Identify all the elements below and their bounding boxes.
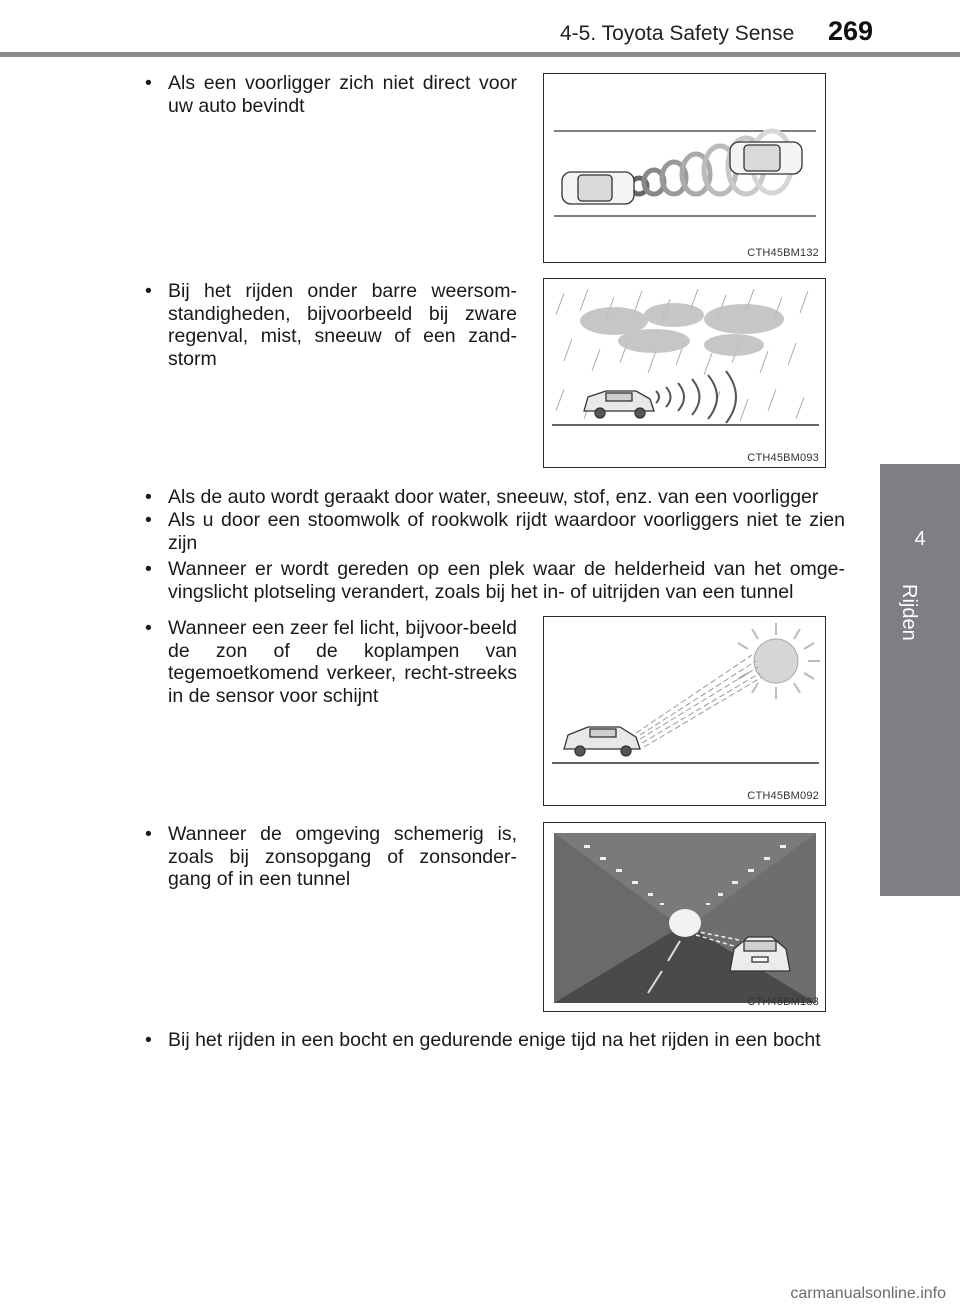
list-item (145, 72, 517, 117)
chapter-number: 4 (914, 528, 926, 550)
bullet-marker: • (145, 823, 152, 845)
chapter-tab (880, 464, 960, 896)
list-item (145, 617, 517, 707)
list-item (145, 509, 845, 554)
list-item (145, 280, 517, 370)
header-rule (0, 52, 960, 57)
watermark: carmanualsonline.info (790, 1285, 946, 1302)
list-item-text: Als een voorligger zich niet direct voor uw auto bevindt (168, 72, 517, 117)
bullet-marker: • (145, 1029, 152, 1051)
bullet-marker: • (145, 280, 152, 302)
page-number: 269 (828, 16, 874, 46)
bullet-marker: • (145, 509, 152, 531)
illustration-radar-bad-weather (543, 278, 826, 468)
figure-code: CTH45BM092 (747, 790, 819, 802)
list-item (145, 1029, 845, 1052)
section-title: 4-5. Toyota Safety Sense (560, 22, 795, 45)
list-item-text: Bij het rijden onder barre weersom-standigheden, bijvoorbeeld bij zware regenval, mist, sneeuw of een zand-storm (168, 280, 517, 370)
list-item-text: Wanneer de omgeving schemerig is, zoals bij zonsopgang of zonsonder-gang of in een tunnel (168, 823, 517, 890)
chapter-label: Rijden (898, 584, 920, 641)
figure-code: CTH45BM093 (747, 452, 819, 464)
list-item-text: Bij het rijden in een bocht en gedurende enige tijd na het rijden in een bocht (168, 1029, 821, 1051)
list-item-text: Wanneer er wordt gereden op een plek waar de helderheid van het omge-vingslicht plotseling verandert, zoals bij het in- of uitrijden van een tunnel (168, 558, 845, 603)
illustration-sun-glare (543, 616, 826, 806)
bullet-marker: • (145, 558, 152, 580)
bullet-marker: • (145, 486, 152, 508)
figure-code: CTH45BM132 (747, 247, 819, 259)
list-item (145, 558, 845, 603)
figure-code: CTH45BM133 (747, 996, 819, 1008)
list-item (145, 823, 517, 891)
list-item-text: Als u door een stoomwolk of rookwolk rijdt waardoor voorliggers niet te zien zijn (168, 509, 845, 554)
illustration-tunnel (543, 822, 826, 1012)
illustration-radar-offset-vehicle (543, 73, 826, 263)
list-item-text: Wanneer een zeer fel licht, bijvoor-beeld de zon of de koplampen van tegemoetkomend verkeer, recht-streeks in de sensor voor schijnt (168, 617, 517, 707)
list-item (145, 486, 845, 509)
bullet-marker: • (145, 72, 152, 94)
list-item-text: Als de auto wordt geraakt door water, sneeuw, stof, enz. van een voorligger (168, 486, 819, 508)
bullet-marker: • (145, 617, 152, 639)
